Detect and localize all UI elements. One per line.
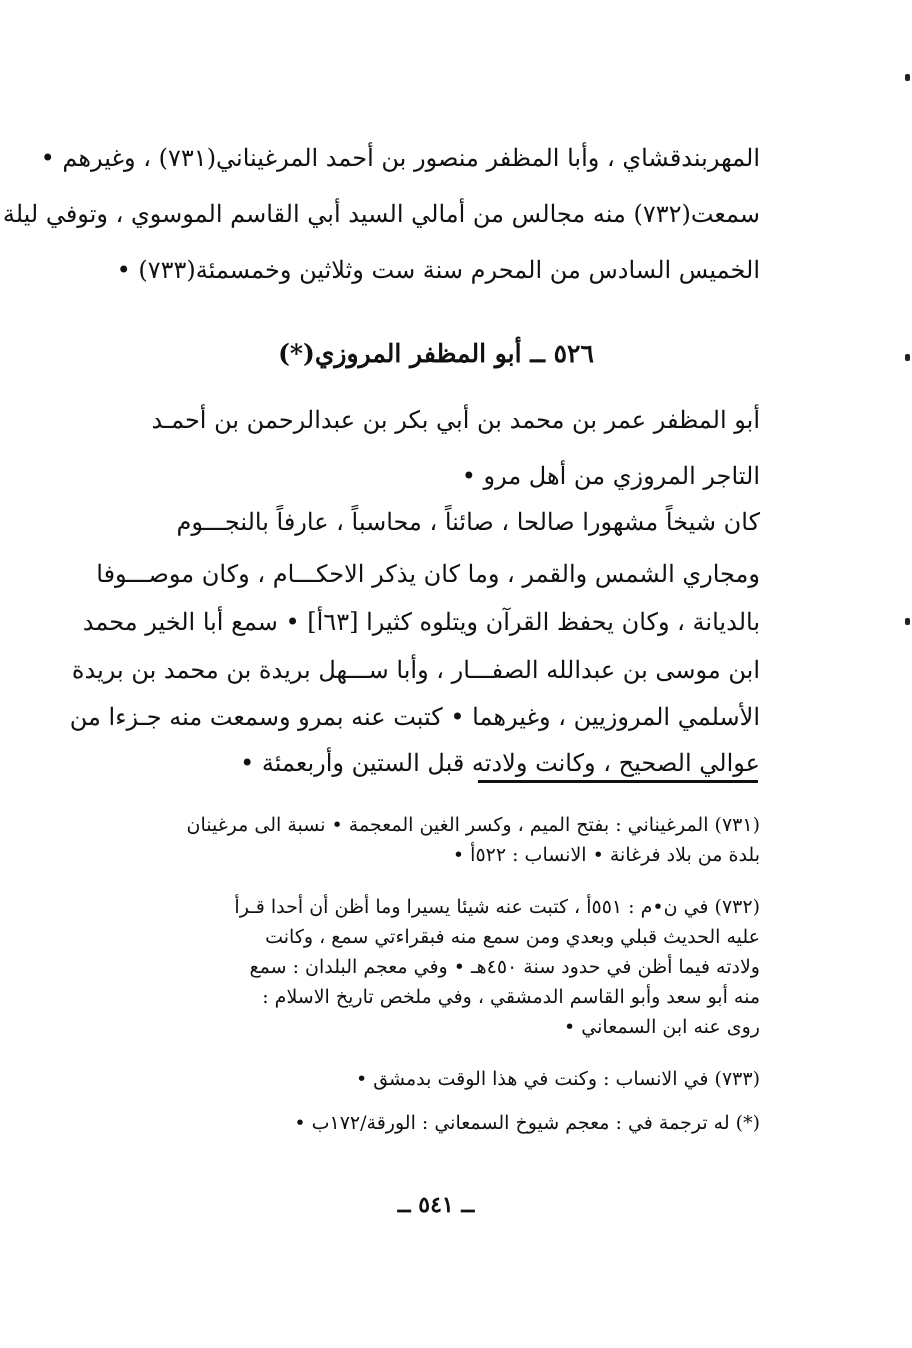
footnote-line: (٧٣٣) في الانساب : وكنت في هذا الوقت بدمشق •: [355, 1068, 760, 1090]
text-line: المهربندقشاي ، وأبا المظفر منصور بن أحمد المرغيناني(٧٣١) ، وغيرهم •: [40, 144, 760, 172]
text-line: التاجر المروزي من أهل مرو •: [461, 462, 760, 490]
footnote-line: (٧٣١) المرغيناني : بفتح الميم ، وكسر الغين المعجمة • نسبة الى مرغينان: [186, 814, 760, 836]
footnote-733: [112, 1064, 760, 1094]
footnote-line: عليه الحديث قبلي وبعدي ومن سمع منه فبقراءتي سمع ، وكانت: [265, 926, 760, 948]
text-line: سمعت(٧٣٢) منه مجالس من أمالي السيد أبي القاسم الموسوي ، وتوفي ليلة: [2, 200, 760, 228]
page-number: ــ ٥٤١ ــ: [397, 1192, 475, 1218]
entry-heading: ٥٢٦ ــ أبو المظفر المروزي(*): [278, 339, 594, 368]
text-line: ابن موسى بن عبدالله الصفـــار ، وأبا ســـهل بريدة بن محمد بن بريدة: [71, 656, 760, 684]
footnote-line: بلدة من بلاد فرغانة • الانساب : ٥٢٢أ •: [452, 844, 760, 866]
margin-speck: [905, 74, 910, 81]
footnote-line: (*) له ترجمة في : معجم شيوخ السمعاني : الورقة/١٧٢ب •: [294, 1112, 760, 1134]
entry-body-paragraph: [69, 494, 760, 786]
intro-paragraph: [2, 130, 760, 298]
text-line: الأسلمي المروزيين ، وغيرهما • كتبت عنه بمرو وسمعت منه جـزءا من: [69, 703, 760, 731]
footnote-line: ولادته فيما أظن في حدود سنة ٤٥٠هـ • وفي معجم البلدان : سمع: [249, 956, 760, 978]
footnote-star: [112, 1108, 760, 1138]
text-line: كان شيخاً مشهورا صالحا ، صائناً ، محاسباً ، عارفاً بالنجـــوم: [176, 508, 760, 536]
text-line: عوالي الصحيح ، وكانت ولادته قبل الستين وأربعمئة •: [240, 749, 760, 777]
text-line: بالديانة ، وكان يحفظ القرآن ويتلوه كثيرا [٦٣أ] • سمع أبا الخير محمد: [82, 608, 760, 636]
footnote-separator: [478, 780, 758, 783]
footnote-line: (٧٣٢) في ن•م : ٥٥١أ ، كتبت عنه شيئا يسيرا وما أظن أن أحدا قـرأ: [234, 896, 760, 918]
text-line: الخميس السادس من المحرم سنة ست وثلاثين وخمسمئة(٧٣٣) •: [116, 256, 760, 284]
text-line: ومجاري الشمس والقمر ، وما كان يذكر الاحكـــام ، وكان موصـــوفا: [96, 560, 760, 588]
margin-speck: [905, 354, 910, 361]
entry-name-paragraph: [112, 392, 760, 504]
footnote-line: روى عنه ابن السمعاني •: [564, 1016, 760, 1038]
footnote-731: [112, 810, 760, 870]
footnote-line: منه أبو سعد وأبو القاسم الدمشقي ، وفي ملخص تاريخ الاسلام :: [262, 986, 760, 1008]
text-line: أبو المظفر عمر بن محمد بن أبي بكر بن عبدالرحمن بن أحمـد: [151, 406, 760, 434]
footnote-732: [112, 892, 760, 1042]
margin-speck: [905, 618, 910, 625]
